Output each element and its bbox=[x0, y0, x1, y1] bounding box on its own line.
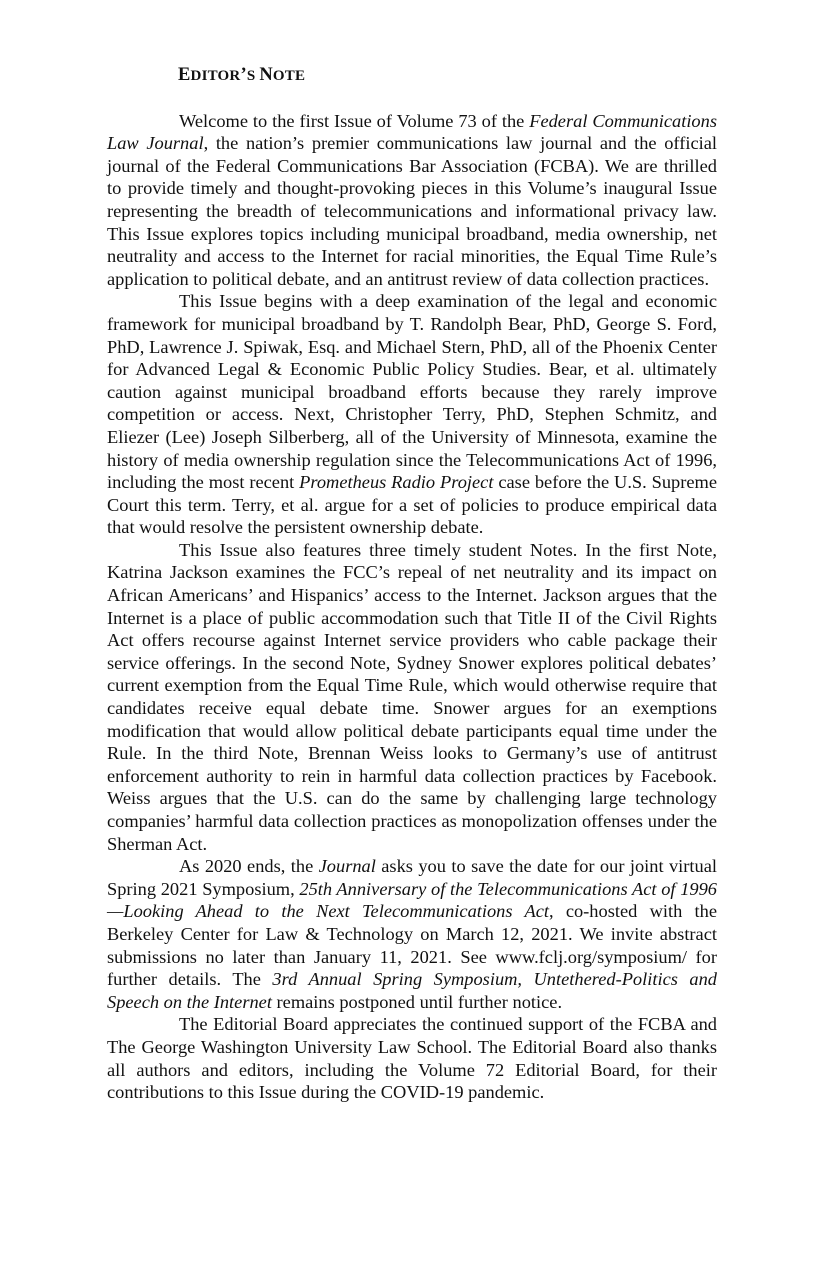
body-paragraph bbox=[107, 290, 717, 539]
paragraph-text: case before the U.S. Supreme Court this term. Terry, et al. argue for a set of policies to produce empirical data that would resolve the persistent ownership debate. bbox=[107, 472, 717, 538]
paragraph-text: , co-hosted with the Berkeley Center for Law & Technology on March 12, 2021. We invite abstract submissions no later than January 11, 2021. See www.fclj.org/symposium/ for further details. The bbox=[107, 901, 717, 990]
body-paragraph bbox=[107, 110, 717, 291]
paragraph-text: This Issue begins with a deep examination of the legal and economic framework for municipal broadband by T. Randolph Bear, PhD, George S. Ford, PhD, Lawrence J. Spiwak, Esq. and Michael Stern, PhD, all of the Phoenix Center for Advanced Legal & Economic Public Policy Studies. Bear, et al. ultimately caution against municipal broadband efforts because they rarely improve competition or access. Next, Christopher Terry, PhD, Stephen Schmitz, and Eliezer (Lee) Joseph Silberberg, all of the University of Minnesota, examine the history of media ownership regulation since the Telecommunications Act of 1996, including the most recent bbox=[107, 291, 717, 493]
title-small-caps-1: DITOR bbox=[190, 68, 241, 84]
body-paragraph bbox=[107, 1013, 717, 1103]
paragraph-text: This Issue also features three timely student Notes. In the first Note, Katrina Jackson examines the FCC’s repeal of net neutrality and its impact on African Americans’ and Hispanics’ access to the Internet. Jackson argues that the Internet is a place of public accommodation such that Title II of the Civil Rights Act offers recourse against Internet service providers who cable package their service offerings. In the second Note, Sydney Snower explores political debates’ current exemption from the Equal Time Rule, which would otherwise require that candidates receive equal debate time. Snower argues for an exemptions modification that would allow political debate participants equal time under the Rule. In the third Note, Brennan Weiss looks to Germany’s use of antitrust enforcement authority to rein in harmful data collection practices by Facebook. Weiss argues that the U.S. can do the same by challenging large technology companies’ harmful data collection practices as monopolization offenses under the Sherman Act. bbox=[107, 539, 717, 854]
paragraph-text: asks you to save the date for our joint virtual Spring 2021 Symposium, bbox=[107, 856, 717, 899]
paragraph-text: , the nation’s premier communications law journal and the official journal of the Federal Communications Bar Association (FCBA). We are thrilled to provide timely and thought-provoking pieces in this Volume’s inaugural Issue representing the breadth of telecommunications and informational privacy law. This Issue explores topics including municipal broadband, media ownership, net neutrality and access to the Internet for racial minorities, the Equal Time Rule’s application to political debate, and an antitrust review of data collection practices. bbox=[107, 133, 717, 289]
document-page bbox=[107, 64, 717, 1104]
page-title bbox=[178, 64, 717, 88]
paragraph-text: remains postponed until further notice. bbox=[271, 991, 563, 1012]
body-paragraph bbox=[107, 855, 717, 1013]
paragraph-text: As 2020 ends, the bbox=[179, 856, 319, 877]
title-small-caps-3: OTE bbox=[272, 68, 306, 84]
title-apostrophe: ’ bbox=[240, 65, 247, 85]
body-text bbox=[107, 110, 717, 1104]
body-paragraph bbox=[107, 539, 717, 855]
italic-citation: 3rd Annual Spring Symposium, Untethered-Politics and Speech on the Internet bbox=[107, 969, 717, 1012]
paragraph-text: The Editorial Board appreciates the continued support of the FCBA and The George Washington University Law School. The Editorial Board also thanks all authors and editors, including the Volume 72 Editorial Board, for their contributions to this Issue during the COVID-19 pandemic. bbox=[107, 1014, 717, 1103]
italic-citation: Federal Communications Law Journal bbox=[107, 110, 717, 154]
title-small-caps-2: S bbox=[246, 68, 256, 84]
paragraph-text: Welcome to the first Issue of Volume 73 of the bbox=[179, 110, 530, 131]
italic-citation: 25th Anniversary of the Telecommunications Act of 1996—Looking Ahead to the Next Telecommunications Act bbox=[107, 878, 717, 922]
title-initial-e: E bbox=[178, 65, 191, 85]
title-initial-n: N bbox=[259, 65, 273, 85]
italic-citation: Journal bbox=[318, 856, 376, 877]
italic-citation: Prometheus Radio Project bbox=[299, 472, 494, 493]
